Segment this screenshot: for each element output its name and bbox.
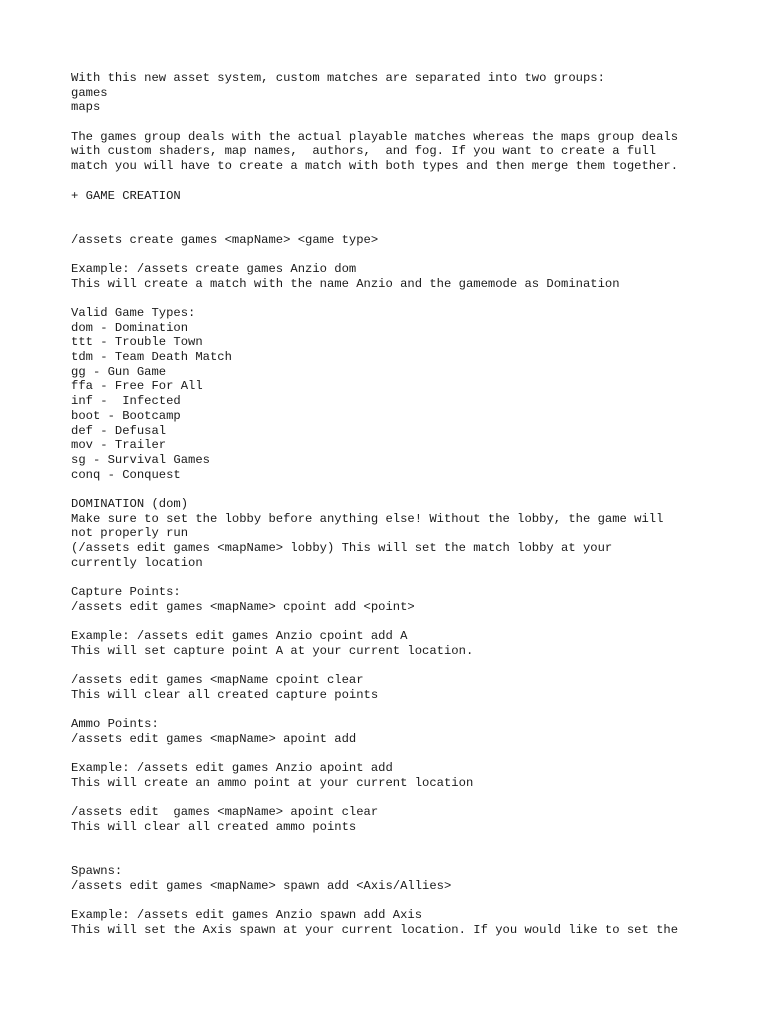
text-line [71,174,751,189]
text-line: dom - Domination [71,320,189,335]
text-line: not properly run [71,526,189,541]
text-line [71,570,751,585]
text-line: /assets create games <mapName> <game type> [71,232,379,247]
text-line: /assets edit games <mapName cpoint clear [71,673,364,688]
text-line: Example: /assets create games Anzio dom [71,261,357,276]
text-line: This will create an ammo point at your current location [71,776,474,790]
text-line [71,482,751,497]
text-line: Example: /assets edit games Anzio cpoint add A [71,629,408,644]
text-line: inf - Infected [71,394,181,409]
text-line [71,894,751,909]
text-line [71,703,751,718]
text-line: maps [71,100,101,115]
text-line: Example: /assets edit games Anzio spawn add Axis [71,908,423,923]
text-line [71,203,751,218]
text-line [71,835,751,850]
text-line: boot - Bootcamp [71,408,181,423]
text-line: /assets edit games <mapName> apoint add [71,731,357,746]
text-line: conq - Conquest [71,467,181,482]
text-line: Spawns: [71,864,123,879]
text-line: match you will have to create a match with both types and then merge them together. [71,159,679,174]
text-line: gg - Gun Game [71,364,167,379]
text-line: This will clear all created capture points [71,687,379,702]
text-line: Ammo Points: [71,717,159,732]
text-line [71,218,751,233]
text-line [71,247,751,262]
text-line [71,791,751,806]
text-line: Capture Points: [71,585,181,600]
text-line [71,614,751,629]
text-line [71,849,751,864]
text-line: The games group deals with the actual playable matches whereas the maps group deals [71,129,679,144]
text-line: sg - Survival Games [71,452,210,467]
document-page [71,71,751,938]
text-line [71,291,751,306]
text-line: Example: /assets edit games Anzio apoint add [71,761,393,776]
text-line: def - Defusal [71,423,167,438]
text-line: DOMINATION (dom) [71,496,189,511]
text-line: This will create a match with the name Anzio and the gamemode as Domination [71,276,620,291]
text-line [71,659,751,674]
text-line: ttt - Trouble Town [71,335,203,350]
text-line: (/assets edit games <mapName> lobby) This will set the match lobby at your [71,541,613,555]
text-line: currently location [71,555,203,570]
text-line [71,747,751,762]
text-line: With this new asset system, custom matches are separated into two groups: [71,71,605,85]
text-line: ffa - Free For All [71,379,203,394]
text-line: games [71,85,108,100]
text-line: Make sure to set the lobby before anything else! Without the lobby, the game will [71,511,664,526]
text-line: This will set the Axis spawn at your current location. If you would like to set the [71,922,679,937]
text-line: Valid Game Types: [71,306,196,320]
text-line: /assets edit games <mapName> cpoint add <point> [71,599,415,614]
text-line: This will set capture point A at your current location. [71,643,474,658]
text-line: mov - Trailer [71,438,167,453]
text-line: /assets edit games <mapName> spawn add <Axis/Allies> [71,878,452,893]
text-line [71,115,751,130]
text-line: This will clear all created ammo points [71,820,357,835]
text-line: tdm - Team Death Match [71,350,232,365]
text-line: + GAME CREATION [71,188,181,203]
text-line: with custom shaders, map names, authors, and fog. If you want to create a full [71,144,657,159]
text-line: /assets edit games <mapName> apoint clear [71,805,379,820]
